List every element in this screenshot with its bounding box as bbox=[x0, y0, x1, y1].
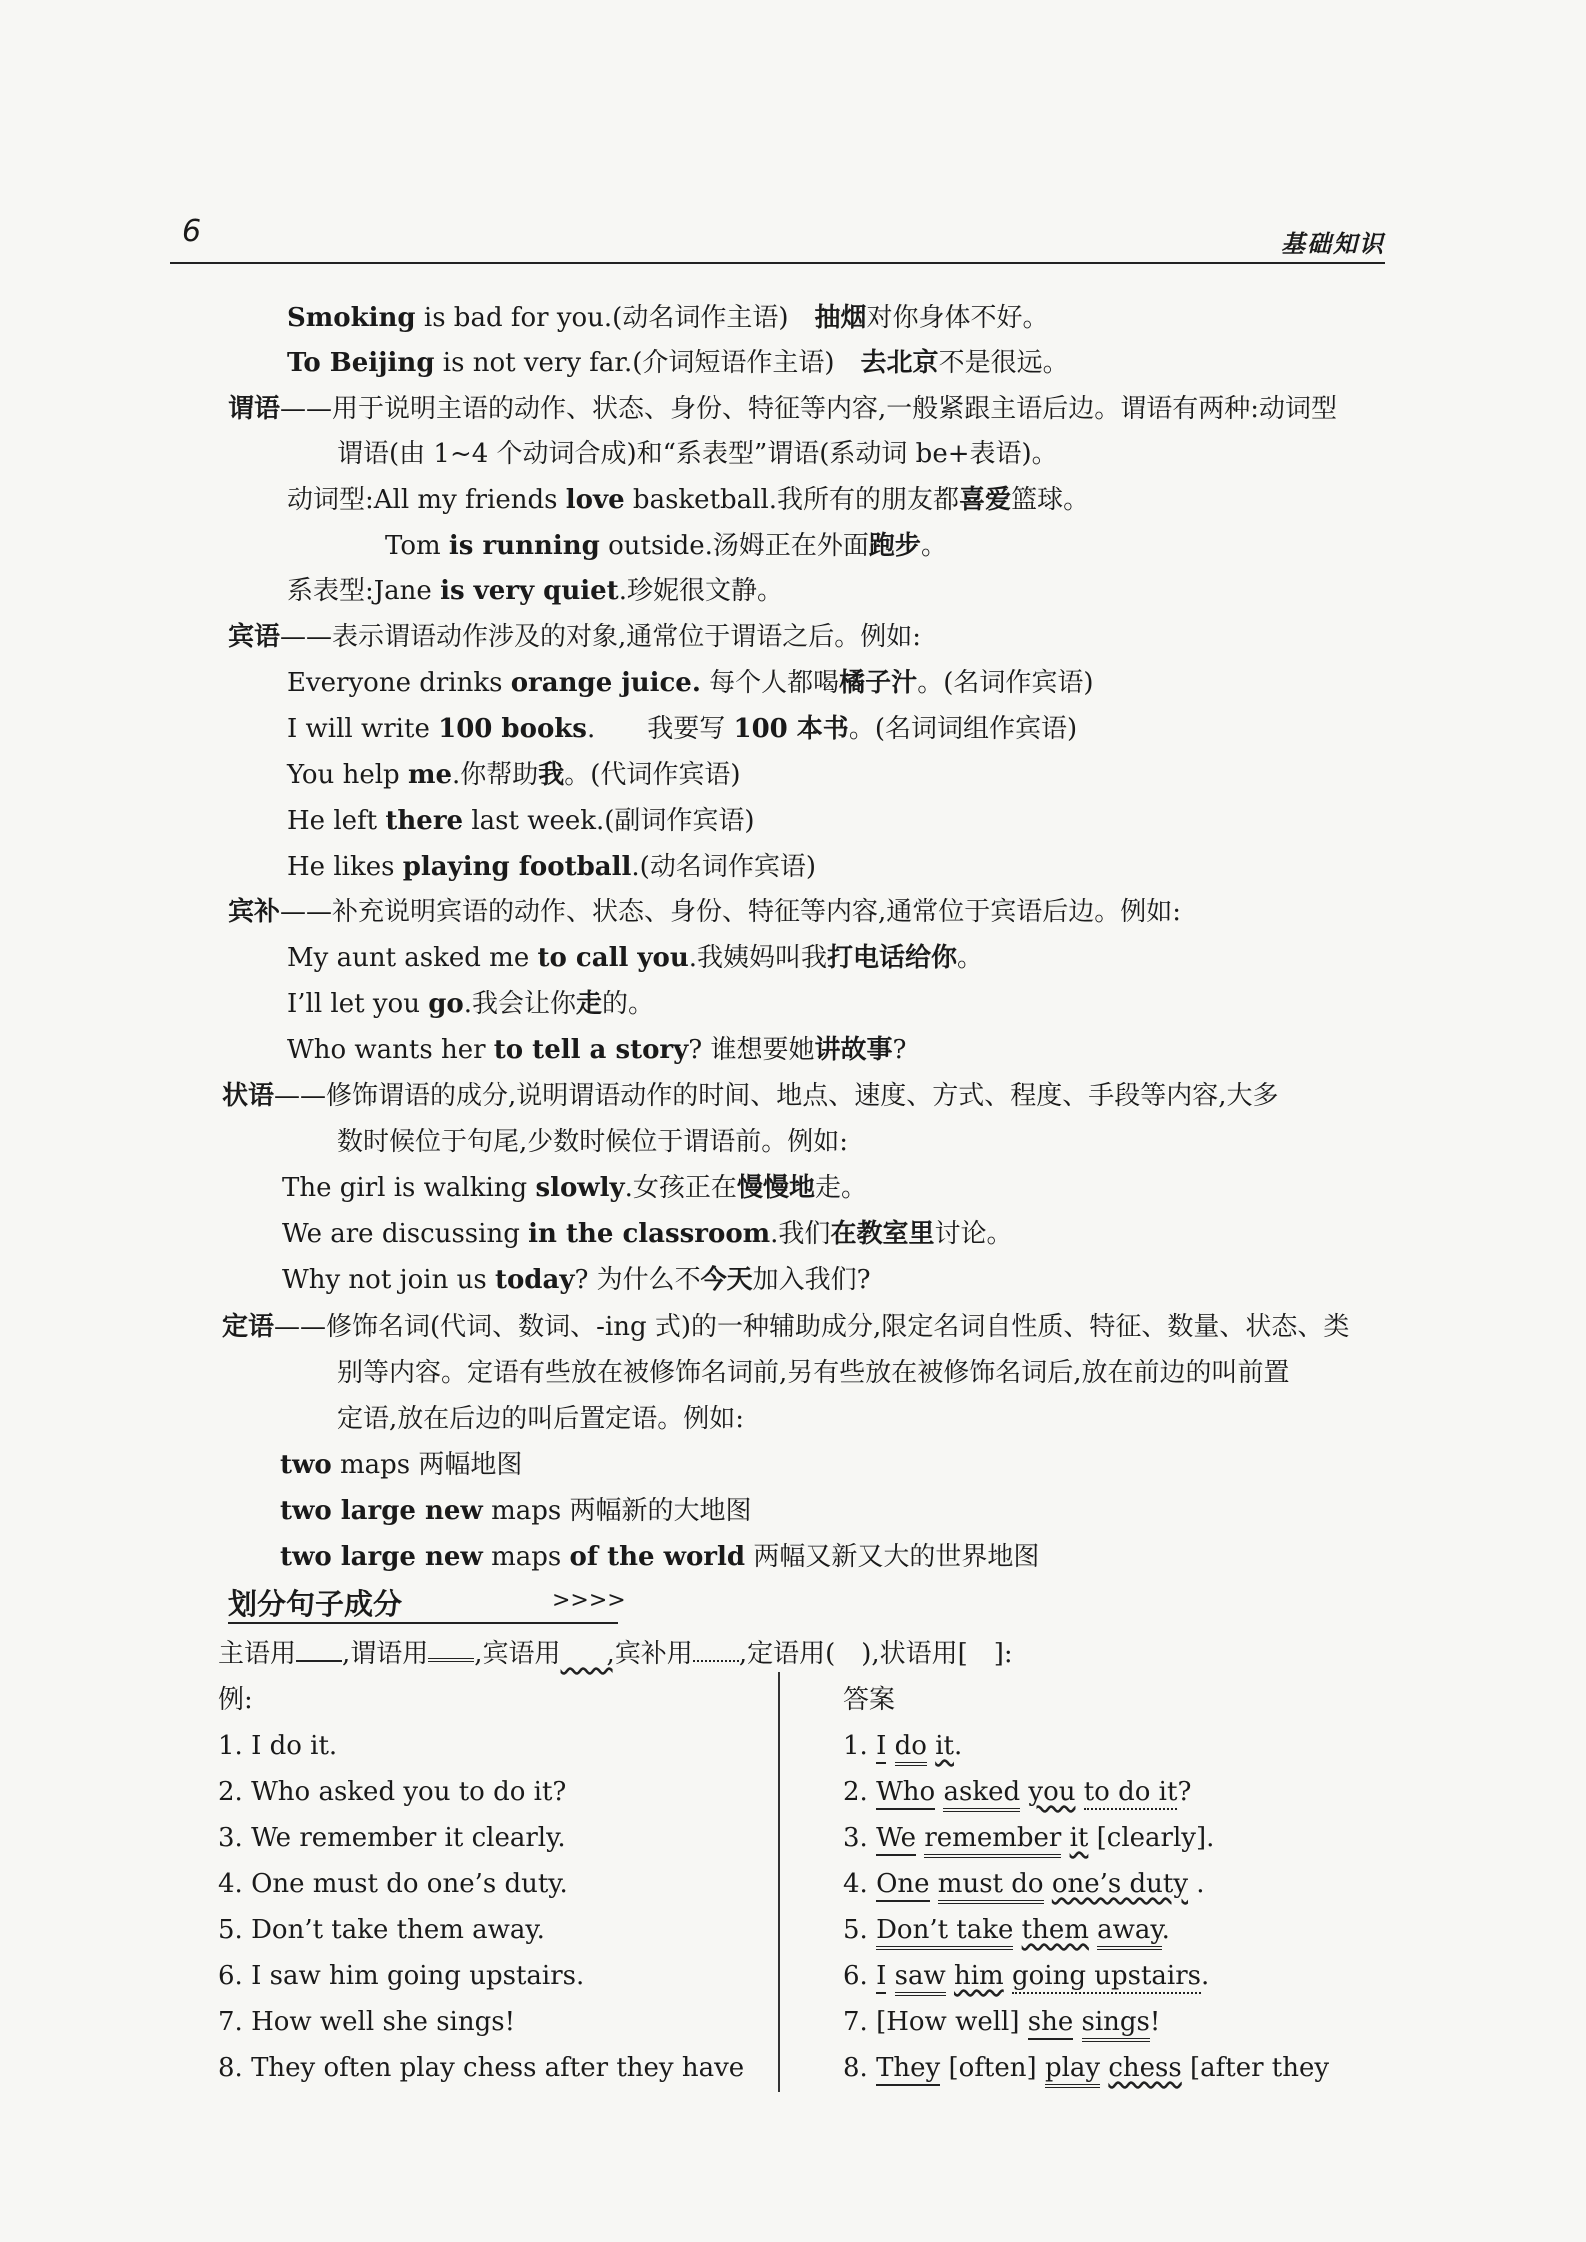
example-sentence-5: 5. Don’t take them away. bbox=[218, 1915, 545, 1945]
object-part: them bbox=[1021, 1915, 1089, 1945]
text: .你帮助 bbox=[452, 760, 539, 790]
term-object: 宾语 bbox=[228, 622, 281, 652]
text: He likes bbox=[287, 852, 403, 882]
text: .我们 bbox=[770, 1219, 831, 1249]
text: ? 为什么不 bbox=[574, 1265, 701, 1295]
text: 。 bbox=[920, 531, 947, 561]
text: 讨论。 bbox=[934, 1219, 1013, 1249]
complement-example-3 bbox=[287, 1032, 906, 1068]
text: 。(名词作宾语) bbox=[917, 668, 1094, 698]
bold-text: to call you bbox=[537, 943, 689, 973]
text: ——修饰名词(代词、数词、-ing 式)的一种辅助成分,限定名词自性质、特征、数量、状态、类 bbox=[274, 1312, 1350, 1342]
bold-text: 100 books bbox=[438, 714, 587, 744]
example-sentence-6: 6. I saw him going upstairs. bbox=[218, 1961, 585, 1991]
bold-text: of the world bbox=[569, 1542, 746, 1572]
predicate-part: sings bbox=[1082, 2007, 1150, 2042]
text: .(动名词作宾语) bbox=[631, 852, 816, 882]
bold-text: 100 本书 bbox=[733, 714, 849, 744]
subject-part: Who bbox=[876, 1777, 935, 1810]
text: ? 谁想要她 bbox=[688, 1035, 815, 1065]
text: I’ll let you bbox=[287, 989, 429, 1019]
answer-sentence-6 bbox=[843, 1958, 1209, 1994]
text: basketball.我所有的朋友都 bbox=[624, 485, 960, 515]
bold-text: 抽烟 bbox=[814, 303, 867, 333]
bold-text: 走 bbox=[576, 989, 603, 1019]
text: 两幅又新又大的世界地图 bbox=[745, 1542, 1040, 1572]
object-example-5 bbox=[287, 849, 816, 885]
text: ——用于说明主语的动作、状态、身份、特征等内容,一般紧跟主语后边。谓语有两种:动词型 bbox=[280, 394, 1338, 424]
text: maps bbox=[482, 1542, 570, 1572]
text: 走。 bbox=[814, 1173, 867, 1203]
bold-text: 在教室里 bbox=[830, 1219, 935, 1249]
text: 6. bbox=[843, 1961, 877, 1991]
bold-text: me bbox=[407, 760, 452, 790]
text: ——补充说明宾语的动作、状态、身份、特征等内容,通常位于宾语后边。例如: bbox=[280, 897, 1182, 927]
adverbial-part: [after they bbox=[1190, 2053, 1330, 2083]
text: 定语,放在后边的叫后置定语。例如: bbox=[337, 1404, 745, 1434]
attributive-example-2 bbox=[280, 1493, 751, 1529]
text: 5. bbox=[843, 1915, 877, 1945]
text: maps 两幅新的大地图 bbox=[482, 1496, 752, 1526]
attributive-example-3 bbox=[280, 1539, 1039, 1575]
attributive-definition-cont-2 bbox=[337, 1401, 744, 1437]
object-part: him bbox=[954, 1961, 1004, 1991]
object-example-4 bbox=[287, 803, 755, 839]
attributive-example-1 bbox=[280, 1447, 522, 1483]
term-complement: 宾补 bbox=[228, 897, 281, 927]
bold-text: 打电话给你 bbox=[827, 943, 958, 973]
complement-part: going upstairs bbox=[1012, 1961, 1201, 1994]
text: . bbox=[1188, 1869, 1205, 1899]
bold-text: 讲故事 bbox=[814, 1035, 893, 1065]
bold-text: 慢慢地 bbox=[736, 1173, 815, 1203]
text: ? bbox=[1177, 1777, 1192, 1807]
adverbial-part: [often] bbox=[948, 2053, 1037, 2083]
bold-text: love bbox=[565, 485, 625, 515]
example-sentence-8: 8. They often play chess after they have bbox=[218, 2053, 745, 2083]
example-sentence-4: 4. One must do one’s duty. bbox=[218, 1869, 568, 1899]
subject-part: she bbox=[1028, 2007, 1073, 2040]
text: .我会让你 bbox=[463, 989, 576, 1019]
text: 不是很远。 bbox=[938, 348, 1069, 378]
bold-text: Smoking bbox=[287, 303, 416, 333]
text: ,定语用( ),状语用[ ]: bbox=[738, 1639, 1013, 1669]
text: 主语用 bbox=[218, 1639, 297, 1669]
text: Who wants her bbox=[287, 1035, 494, 1065]
running-title: 基础知识 bbox=[1281, 229, 1385, 258]
bold-text: 橘子汁 bbox=[839, 668, 918, 698]
text: 动词型:All my friends bbox=[287, 485, 566, 515]
predicate-part: Don’t take bbox=[876, 1915, 1013, 1950]
text: .女孩正在 bbox=[624, 1173, 737, 1203]
text: ! bbox=[1149, 2007, 1161, 2037]
complement-example-1 bbox=[287, 940, 983, 976]
bold-text: playing football bbox=[402, 852, 632, 882]
adverbial-part: [clearly] bbox=[1096, 1823, 1207, 1853]
example-sentence-3: 3. We remember it clearly. bbox=[218, 1823, 566, 1853]
predicate-part: play bbox=[1045, 2053, 1100, 2088]
object-example-2 bbox=[287, 711, 1077, 747]
text: 每个人都喝 bbox=[700, 668, 840, 698]
page-header bbox=[170, 212, 1385, 264]
bold-text: 去北京 bbox=[860, 348, 939, 378]
subject-part: I bbox=[876, 1961, 886, 1994]
text: 1. bbox=[843, 1731, 877, 1761]
object-part: you bbox=[1028, 1777, 1076, 1807]
subject-example-2 bbox=[287, 345, 1069, 381]
example-sentence-2: 2. Who asked you to do it? bbox=[218, 1777, 567, 1807]
subject-part: One bbox=[876, 1869, 929, 1902]
answer-sentence-5 bbox=[843, 1912, 1170, 1948]
object-part: one’s duty bbox=[1051, 1869, 1189, 1899]
predicate-part: saw bbox=[895, 1961, 946, 1996]
complement-definition bbox=[228, 894, 1181, 930]
section-title-underline bbox=[228, 1622, 618, 1624]
text: He left bbox=[287, 806, 386, 836]
text: 系表型:Jane bbox=[287, 576, 441, 606]
text: ——表示谓语动作涉及的对象,通常位于谓语之后。例如: bbox=[280, 622, 922, 652]
bold-text: in the classroom bbox=[528, 1219, 771, 1249]
example-sentence-7: 7. How well she sings! bbox=[218, 2007, 516, 2037]
bold-text: is running bbox=[448, 531, 600, 561]
text: 对你身体不好。 bbox=[866, 303, 1049, 333]
term-attributive: 定语 bbox=[222, 1312, 275, 1342]
predicate-part: do bbox=[895, 1731, 927, 1766]
bold-text: 我 bbox=[538, 760, 565, 790]
text: My aunt asked me bbox=[287, 943, 538, 973]
complement-example-2 bbox=[287, 986, 654, 1022]
adverbial-example-2 bbox=[282, 1216, 1012, 1252]
predicate-part: remember bbox=[924, 1823, 1061, 1858]
subject-part: They bbox=[876, 2053, 940, 2086]
text: ,宾语用 bbox=[474, 1639, 561, 1669]
marking-legend bbox=[218, 1636, 1013, 1672]
subject-example-1 bbox=[287, 300, 1049, 336]
bold-text: today bbox=[494, 1265, 575, 1295]
object-part: it bbox=[935, 1731, 954, 1761]
text: ,谓语用 bbox=[342, 1639, 429, 1669]
text: Everyone drinks bbox=[287, 668, 511, 698]
object-example-1 bbox=[287, 665, 1093, 701]
answer-sentence-1 bbox=[843, 1728, 962, 1764]
adverbial-example-1 bbox=[282, 1170, 867, 1206]
text: ? bbox=[892, 1035, 907, 1065]
adverbial-example-3 bbox=[282, 1262, 871, 1298]
complement-part: to do it bbox=[1084, 1777, 1178, 1810]
predicate-example-2 bbox=[385, 528, 947, 564]
bold-text: 跑步 bbox=[868, 531, 921, 561]
text: 2. bbox=[843, 1777, 877, 1807]
section-arrows: >>>> bbox=[552, 1588, 626, 1613]
text: Why not join us bbox=[282, 1265, 495, 1295]
column-divider bbox=[778, 1672, 780, 2092]
text: is not very far.(介词短语作主语) bbox=[434, 348, 861, 378]
text: 谓语(由 1~4 个动词合成)和“系表型”谓语(系动词 be+表语)。 bbox=[337, 439, 1058, 469]
text: last week.(副词作宾语) bbox=[463, 806, 755, 836]
answer-sentence-4 bbox=[843, 1866, 1205, 1902]
object-underline-sample: ​ bbox=[560, 1639, 613, 1669]
predicate-definition-cont bbox=[337, 436, 1058, 472]
bold-text: 喜爱 bbox=[959, 485, 1012, 515]
text: 。(代词作宾语) bbox=[564, 760, 741, 790]
bold-text: there bbox=[385, 806, 464, 836]
bold-text: two bbox=[280, 1450, 332, 1480]
text: 数时候位于句尾,少数时候位于谓语前。例如: bbox=[337, 1127, 849, 1157]
text: . bbox=[1206, 1823, 1215, 1853]
text: The girl is walking bbox=[282, 1173, 536, 1203]
text: 加入我们? bbox=[752, 1265, 871, 1295]
text: outside.汤姆正在外面 bbox=[599, 531, 869, 561]
term-adverbial: 状语 bbox=[222, 1081, 275, 1111]
text: We are discussing bbox=[282, 1219, 529, 1249]
complement-underline-sample bbox=[693, 1659, 739, 1662]
example-sentence-1: 1. I do it. bbox=[218, 1731, 338, 1761]
section-title: 划分句子成分 bbox=[228, 1587, 403, 1621]
object-example-3 bbox=[287, 757, 741, 793]
text: 篮球。 bbox=[1011, 485, 1090, 515]
predicate-example-1 bbox=[287, 482, 1089, 518]
bold-text: to tell a story bbox=[493, 1035, 689, 1065]
text: I will write bbox=[287, 714, 439, 744]
attributive-definition-cont-1 bbox=[337, 1355, 1290, 1391]
bold-text: two large new bbox=[280, 1496, 483, 1526]
text: 8. bbox=[843, 2053, 877, 2083]
term-predicate: 谓语 bbox=[228, 394, 281, 424]
text: 7. bbox=[843, 2007, 877, 2037]
bold-text: 今天 bbox=[700, 1265, 753, 1295]
bold-text: To Beijing bbox=[287, 348, 435, 378]
answer-sentence-2 bbox=[843, 1774, 1191, 1810]
bold-text: go bbox=[428, 989, 464, 1019]
text: . bbox=[953, 1731, 963, 1761]
predicate-part: away bbox=[1097, 1915, 1162, 1950]
text: . bbox=[1161, 1915, 1170, 1945]
answers-header: 答案 bbox=[843, 1685, 896, 1715]
text: 。 bbox=[957, 943, 984, 973]
object-part: chess bbox=[1108, 2053, 1182, 2083]
text: maps 两幅地图 bbox=[331, 1450, 523, 1480]
bold-text: two large new bbox=[280, 1542, 483, 1572]
examples-header: 例: bbox=[218, 1685, 253, 1715]
bold-text: is very quiet bbox=[440, 576, 619, 606]
adverbial-part: [How well] bbox=[876, 2007, 1020, 2037]
bold-text: orange juice. bbox=[510, 668, 701, 698]
text: ——修饰谓语的成分,说明谓语动作的时间、地点、速度、方式、程度、手段等内容,大多 bbox=[274, 1081, 1279, 1111]
text: . bbox=[1201, 1961, 1210, 1991]
attributive-definition bbox=[222, 1309, 1349, 1345]
answer-sentence-3 bbox=[843, 1820, 1214, 1856]
adverbial-definition-cont bbox=[337, 1124, 848, 1160]
answer-sentence-8 bbox=[843, 2050, 1329, 2086]
text: .珍妮很文静。 bbox=[618, 576, 783, 606]
subject-part: We bbox=[876, 1823, 916, 1856]
predicate-definition bbox=[228, 391, 1337, 427]
text: 3. bbox=[843, 1823, 877, 1853]
text: 的。 bbox=[602, 989, 655, 1019]
text: is bad for you.(动名词作主语) bbox=[415, 303, 815, 333]
object-definition bbox=[228, 619, 921, 655]
text: ,宾补用 bbox=[606, 1639, 693, 1669]
text: 别等内容。定语有些放在被修饰名词前,另有些放在被修饰名词后,放在前边的叫前置 bbox=[337, 1358, 1290, 1388]
subject-part: I bbox=[876, 1731, 886, 1764]
text: 。(名词词组作宾语) bbox=[848, 714, 1078, 744]
predicate-part: must do bbox=[938, 1869, 1044, 1904]
text: .我姨妈叫我 bbox=[688, 943, 827, 973]
predicate-part: asked bbox=[943, 1777, 1020, 1812]
page-number: 6 bbox=[182, 214, 202, 249]
subject-underline-sample bbox=[296, 1659, 342, 1662]
text: Tom bbox=[385, 531, 449, 561]
adverbial-definition bbox=[222, 1078, 1279, 1114]
object-part: it bbox=[1069, 1823, 1089, 1853]
answer-sentence-7 bbox=[843, 2004, 1160, 2040]
bold-text: slowly bbox=[535, 1173, 625, 1203]
predicate-example-3 bbox=[287, 573, 783, 609]
text: 4. bbox=[843, 1869, 877, 1899]
text: . 我要写 bbox=[586, 714, 734, 744]
predicate-underline-sample bbox=[428, 1657, 474, 1662]
text: You help bbox=[287, 760, 408, 790]
